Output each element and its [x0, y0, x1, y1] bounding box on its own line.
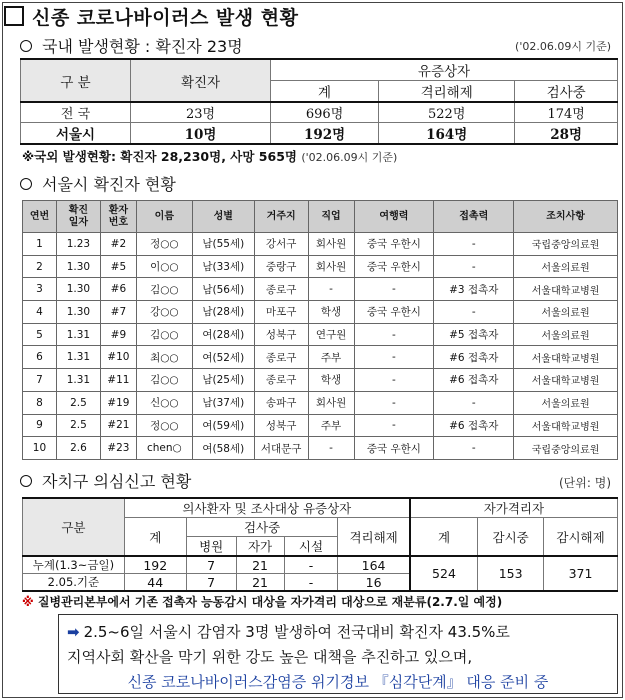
table-header-row: [23, 201, 618, 233]
cell-job: 회사원: [308, 233, 354, 256]
cell-sex-age: 남(28세): [192, 301, 254, 324]
cell-travel: -: [354, 414, 434, 437]
cell-released: 16: [338, 574, 410, 592]
cell-no: 7: [23, 369, 57, 392]
cell-residence: 강서구: [254, 233, 308, 256]
cell-travel: 중국 우한시: [354, 255, 434, 278]
cell-monitor-released: 371: [544, 556, 618, 591]
table-row: [23, 301, 618, 324]
cell-name: 신○○: [136, 391, 192, 414]
reclassification-text: 질병관리본부에서 기존 접촉자 능동감시 대상을 자가격리 대상으로 재분류(2.7.일 예정): [37, 595, 503, 609]
cell-sex-age: 남(37세): [192, 391, 254, 414]
title-row: [4, 4, 298, 28]
column-header: 확진 일자: [56, 201, 100, 233]
cell-travel: -: [354, 369, 434, 392]
cell-released: 164: [338, 556, 410, 574]
cell-no: 8: [23, 391, 57, 414]
cell-residence: 송파구: [254, 391, 308, 414]
domestic-table: [20, 58, 618, 145]
cell-total: 44: [124, 574, 186, 592]
reclassification-note: [22, 593, 502, 610]
column-header: 이름: [136, 201, 192, 233]
cell-residence: 종로구: [254, 369, 308, 392]
cell-patient-no: #23: [100, 437, 136, 460]
cell-region: 전 국: [21, 102, 131, 123]
domestic-heading: [20, 34, 243, 57]
cell-total: 696명: [271, 102, 379, 123]
header-sq-total: 계: [410, 518, 478, 557]
cell-date: 2.6: [56, 437, 100, 460]
domestic-date-note: ('02.06.09시 기준): [515, 40, 611, 53]
cell-name: 김○○: [136, 323, 192, 346]
circle-bullet-icon: [20, 178, 32, 190]
header-total: 계: [124, 518, 186, 557]
cell-date: 1.31: [56, 346, 100, 369]
cell-patient-no: #7: [100, 301, 136, 324]
district-heading-text: 자치구 의심신고 현황: [42, 472, 192, 491]
note-mark: ※: [22, 595, 34, 609]
header-released: 격리해제: [338, 518, 410, 557]
cell-job: 학생: [308, 301, 354, 324]
column-header: 성별: [192, 201, 254, 233]
cell-contact: #3 접촉자: [434, 278, 514, 301]
cell-action: 서울대학교병원: [514, 346, 618, 369]
column-header: 연번: [23, 201, 57, 233]
cell-action: 서울의료원: [514, 323, 618, 346]
header-hospital: 병원: [186, 537, 236, 557]
cell-travel: -: [354, 346, 434, 369]
cell-name: 정○○: [136, 233, 192, 256]
cell-contact: #5 접촉자: [434, 323, 514, 346]
circle-bullet-icon: [20, 475, 32, 487]
cell-date: 2.5: [56, 414, 100, 437]
cell-released: 522명: [379, 102, 515, 123]
cell-no: 6: [23, 346, 57, 369]
cell-action: 서울의료원: [514, 391, 618, 414]
cell-action: 국립중앙의료원: [514, 437, 618, 460]
header-testing: 검사중: [515, 81, 618, 103]
cell-confirmed: 10명: [131, 123, 271, 145]
cell-sex-age: 남(33세): [192, 255, 254, 278]
cell-name: chen○: [136, 437, 192, 460]
cell-name: 김○○: [136, 369, 192, 392]
header-released: 격리해제: [379, 81, 515, 103]
table-row: [23, 233, 618, 256]
cell-contact: -: [434, 391, 514, 414]
table-row: [23, 391, 618, 414]
cell-residence: 중랑구: [254, 255, 308, 278]
cell-job: 회사원: [308, 255, 354, 278]
summary-line-3: 신종 코로나바이러스감염증 위기경보 『심각단계』 대응 준비 중: [127, 673, 549, 691]
cell-home: 21: [236, 556, 284, 574]
cell-no: 1: [23, 233, 57, 256]
cell-date: 1.31: [56, 323, 100, 346]
cell-contact: -: [434, 437, 514, 460]
seoul-cases-heading: [20, 172, 176, 195]
summary-line-2: 지역사회 확산을 막기 위한 강도 높은 대책을 추진하고 있으며,: [67, 648, 473, 666]
table-row: [21, 123, 618, 145]
header-group1: 의사환자 및 조사대상 유증상자: [124, 498, 409, 518]
column-header: 직업: [308, 201, 354, 233]
seoul-cases-heading-text: 서울시 확진자 현황: [42, 175, 176, 194]
table-row: [23, 255, 618, 278]
cell-patient-no: #19: [100, 391, 136, 414]
cell-home: 21: [236, 574, 284, 592]
cell-facility: -: [284, 574, 338, 592]
cell-residence: 서대문구: [254, 437, 308, 460]
header-total: 계: [271, 81, 379, 103]
cell-label: 2.05.기준: [23, 574, 125, 592]
cell-released: 164명: [379, 123, 515, 145]
header-confirmed: 확진자: [131, 59, 271, 102]
cell-date: 1.30: [56, 301, 100, 324]
district-table: [22, 497, 618, 592]
cell-patient-no: #6: [100, 278, 136, 301]
cell-travel: -: [354, 278, 434, 301]
cell-no: 3: [23, 278, 57, 301]
cell-name: 최○○: [136, 346, 192, 369]
table-row: [23, 278, 618, 301]
cell-monitoring: 153: [478, 556, 544, 591]
header-category: 구분: [23, 498, 125, 556]
cell-region: 서울시: [21, 123, 131, 145]
district-unit: (단위: 명): [559, 476, 611, 490]
cell-travel: -: [354, 323, 434, 346]
cell-sex-age: 여(28세): [192, 323, 254, 346]
cell-action: 서울의료원: [514, 255, 618, 278]
cell-travel: 중국 우한시: [354, 437, 434, 460]
cell-action: 서울의료원: [514, 301, 618, 324]
checkbox-icon: [4, 6, 24, 26]
cell-residence: 성북구: [254, 414, 308, 437]
header-group2: 자가격리자: [410, 498, 618, 518]
cell-confirmed: 23명: [131, 102, 271, 123]
cell-date: 2.5: [56, 391, 100, 414]
column-header: 거주지: [254, 201, 308, 233]
cell-facility: -: [284, 556, 338, 574]
summary-line-1: [67, 620, 609, 645]
cell-patient-no: #9: [100, 323, 136, 346]
cell-contact: -: [434, 301, 514, 324]
header-home: 자가: [236, 537, 284, 557]
column-header: 환자 번호: [100, 201, 136, 233]
cell-testing: 174명: [515, 102, 618, 123]
cell-total: 192: [124, 556, 186, 574]
cell-contact: -: [434, 255, 514, 278]
cell-no: 10: [23, 437, 57, 460]
table-row: [23, 556, 618, 574]
cell-date: 1.23: [56, 233, 100, 256]
cell-sex-age: 남(25세): [192, 369, 254, 392]
cell-sex-age: 여(59세): [192, 414, 254, 437]
cell-action: 서울대학교병원: [514, 369, 618, 392]
header-testing: 검사중: [186, 518, 338, 537]
cell-patient-no: #5: [100, 255, 136, 278]
cell-travel: -: [354, 391, 434, 414]
cell-sex-age: 여(52세): [192, 346, 254, 369]
cell-date: 1.30: [56, 255, 100, 278]
cell-sex-age: 남(55세): [192, 233, 254, 256]
table-row: [23, 323, 618, 346]
cell-patient-no: #2: [100, 233, 136, 256]
cell-total: 192명: [271, 123, 379, 145]
cell-patient-no: #21: [100, 414, 136, 437]
cell-job: 회사원: [308, 391, 354, 414]
cell-job: -: [308, 278, 354, 301]
cell-no: 4: [23, 301, 57, 324]
header-monitor-released: 감시해제: [544, 518, 618, 557]
page-title: 신종 코로나바이러스 발생 현황: [32, 6, 299, 29]
cell-contact: #6 접촉자: [434, 346, 514, 369]
cell-name: 김○○: [136, 278, 192, 301]
column-header: 조치사항: [514, 201, 618, 233]
column-header: 접촉력: [434, 201, 514, 233]
cell-job: -: [308, 437, 354, 460]
cell-testing: 28명: [515, 123, 618, 145]
cell-patient-no: #11: [100, 369, 136, 392]
header-facility: 시설: [284, 537, 338, 557]
summary-box: [58, 614, 618, 694]
circle-bullet-icon: [20, 40, 32, 52]
cell-job: 학생: [308, 369, 354, 392]
cell-name: 이○○: [136, 255, 192, 278]
cell-travel: 중국 우한시: [354, 301, 434, 324]
foreign-status: [22, 147, 397, 165]
cell-contact: #6 접촉자: [434, 414, 514, 437]
cell-hospital: 7: [186, 556, 236, 574]
summary-line-1-text: 2.5~6일 서울시 감염자 3명 발생하여 전국대비 확진자 43.5%로: [83, 623, 510, 641]
cell-date: 1.30: [56, 278, 100, 301]
cell-no: 9: [23, 414, 57, 437]
foreign-date: ('02.06.09시 기준): [301, 151, 398, 164]
column-header: 여행력: [354, 201, 434, 233]
arrow-right-icon: ➡: [67, 623, 80, 641]
cell-contact: #6 접촉자: [434, 369, 514, 392]
table-row: [23, 346, 618, 369]
table-row: [23, 369, 618, 392]
cell-job: 연구원: [308, 323, 354, 346]
cell-no: 5: [23, 323, 57, 346]
cell-action: 국립중앙의료원: [514, 233, 618, 256]
cell-travel: 중국 우한시: [354, 233, 434, 256]
cell-job: 주부: [308, 414, 354, 437]
cell-residence: 마포구: [254, 301, 308, 324]
cell-label: 누계(1.3~금일): [23, 556, 125, 574]
header-region: 구 분: [21, 59, 131, 102]
seoul-cases-table: [22, 200, 618, 460]
cell-hospital: 7: [186, 574, 236, 592]
cell-patient-no: #10: [100, 346, 136, 369]
cell-sex-age: 남(56세): [192, 278, 254, 301]
cell-no: 2: [23, 255, 57, 278]
cell-sq-total: 524: [410, 556, 478, 591]
table-row: [21, 102, 618, 123]
cell-sex-age: 여(58세): [192, 437, 254, 460]
table-row: [23, 414, 618, 437]
cell-residence: 종로구: [254, 346, 308, 369]
cell-name: 정○○: [136, 414, 192, 437]
foreign-status-text: ※국외 발생현황: 확진자 28,230명, 사망 565명: [22, 149, 297, 164]
table-row: [23, 437, 618, 460]
cell-name: 강○○: [136, 301, 192, 324]
header-suspected: 유증상자: [271, 59, 618, 81]
cell-action: 서울대학교병원: [514, 278, 618, 301]
district-heading: [20, 469, 191, 492]
cell-date: 1.31: [56, 369, 100, 392]
header-monitoring: 감시중: [478, 518, 544, 557]
cell-residence: 종로구: [254, 278, 308, 301]
domestic-heading-text: 국내 발생현황 : 확진자 23명: [42, 37, 243, 56]
cell-contact: -: [434, 233, 514, 256]
cell-job: 주부: [308, 346, 354, 369]
cell-action: 서울대학교병원: [514, 414, 618, 437]
cell-residence: 성북구: [254, 323, 308, 346]
